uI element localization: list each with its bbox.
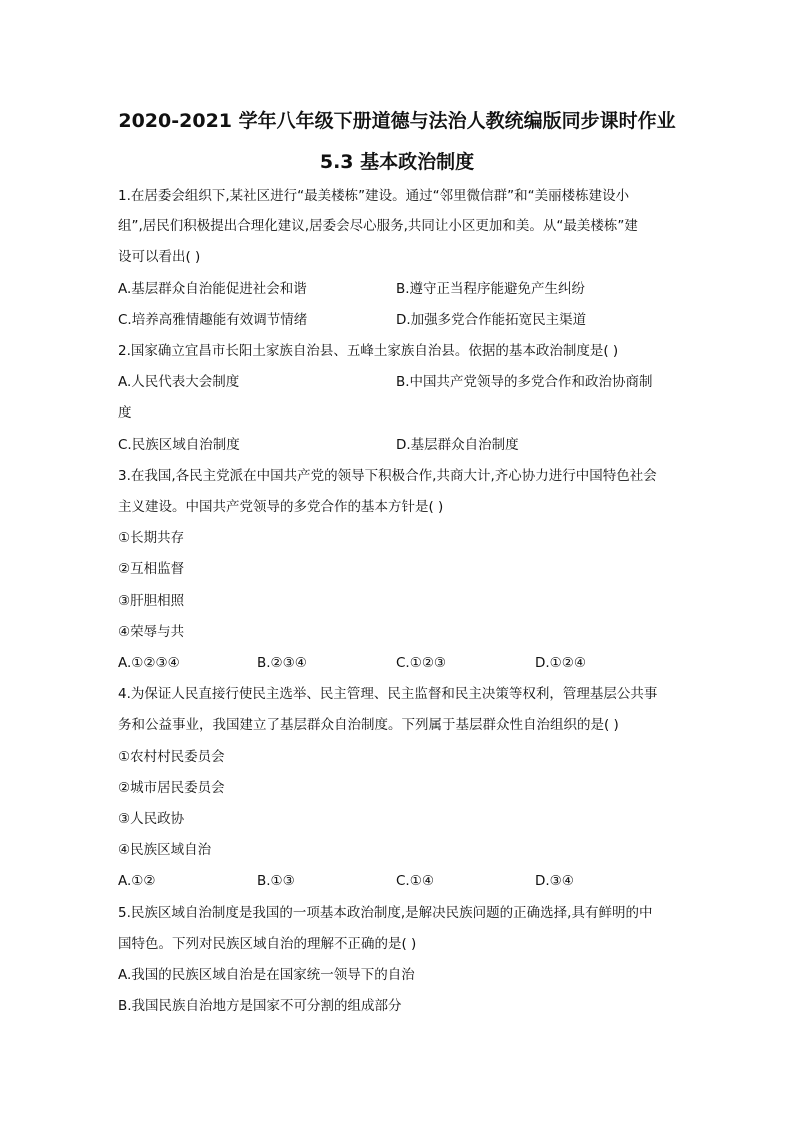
q5-option-a: A.我国的民族区域自治是在国家统一领导下的自治	[118, 967, 415, 983]
q4-statement-3: ③人民政协	[118, 811, 185, 827]
q1-stem-line3: 设可以看出( )	[118, 249, 201, 265]
q4-statement-4: ④民族区域自治	[118, 842, 212, 858]
q3-statement-4: ④荣辱与共	[118, 624, 185, 640]
q4-option-d: D.③④	[535, 873, 574, 889]
q4-option-b: B.①③	[257, 873, 295, 889]
q2-option-a: A.人民代表大会制度	[118, 374, 240, 390]
q3-option-c: C.①②③	[396, 655, 447, 671]
q1-stem-line2: 组”,居民们积极提出合理化建议,居委会尽心服务,共同让小区更加和美。从“最美楼栋”建	[118, 218, 638, 234]
document-title: 2020-2021 学年八年级下册道德与法治人教统编版同步课时作业	[118, 110, 676, 132]
q5-option-b: B.我国民族自治地方是国家不可分割的组成部分	[118, 998, 402, 1014]
q2-option-b-continued: 度	[118, 405, 132, 421]
q1-stem-line1: 1.在居委会组织下,某社区进行“最美楼栋”建设。通过“邻里微信群”和“美丽楼栋建设小	[118, 188, 630, 204]
q1-option-d: D.加强多党合作能拓宽民主渠道	[396, 312, 587, 328]
document-subtitle: 5.3 基本政治制度	[319, 151, 475, 173]
q1-option-a: A.基层群众自治能促进社会和谐	[118, 281, 307, 297]
q3-statement-3: ③肝胆相照	[118, 593, 185, 609]
q2-option-c: C.民族区域自治制度	[118, 437, 240, 453]
q3-stem-line1: 3.在我国,各民主党派在中国共产党的领导下积极合作,共商大计,齐心协力进行中国特色社会	[118, 468, 657, 484]
q5-stem-line2: 国特色。下列对民族区域自治的理解不正确的是( )	[118, 936, 417, 952]
q4-stem-line2: 务和公益事业，我国建立了基层群众自治制度。下列属于基层群众性自治组织的是( )	[118, 717, 619, 733]
q2-option-b: B.中国共产党领导的多党合作和政治协商制	[396, 374, 653, 390]
q1-option-b: B.遵守正当程序能避免产生纠纷	[396, 281, 586, 297]
q3-option-b: B.②③④	[257, 655, 307, 671]
q3-stem-line2: 主义建设。中国共产党领导的多党合作的基本方针是( )	[118, 499, 444, 515]
q4-stem-line1: 4.为保证人民直接行使民主选举、民主管理、民主监督和民主决策等权利，管理基层公共事	[118, 686, 658, 702]
q3-option-d: D.①②④	[535, 655, 586, 671]
q2-stem-line1: 2.国家确立宜昌市长阳土家族自治县、五峰土家族自治县。依据的基本政治制度是( )	[118, 343, 619, 359]
q4-option-a: A.①②	[118, 873, 156, 889]
q3-statement-2: ②互相监督	[118, 561, 185, 577]
q3-statement-1: ①长期共存	[118, 530, 185, 546]
q4-option-c: C.①④	[396, 873, 434, 889]
q5-stem-line1: 5.民族区域自治制度是我国的一项基本政治制度,是解决民族问题的正确选择,具有鲜明的中	[118, 905, 653, 921]
q4-statement-2: ②城市居民委员会	[118, 780, 225, 796]
q3-option-a: A.①②③④	[118, 655, 180, 671]
q4-statement-1: ①农村村民委员会	[118, 749, 225, 765]
q2-option-d: D.基层群众自治制度	[396, 437, 519, 453]
q1-option-c: C.培养高雅情趣能有效调节情绪	[118, 312, 308, 328]
